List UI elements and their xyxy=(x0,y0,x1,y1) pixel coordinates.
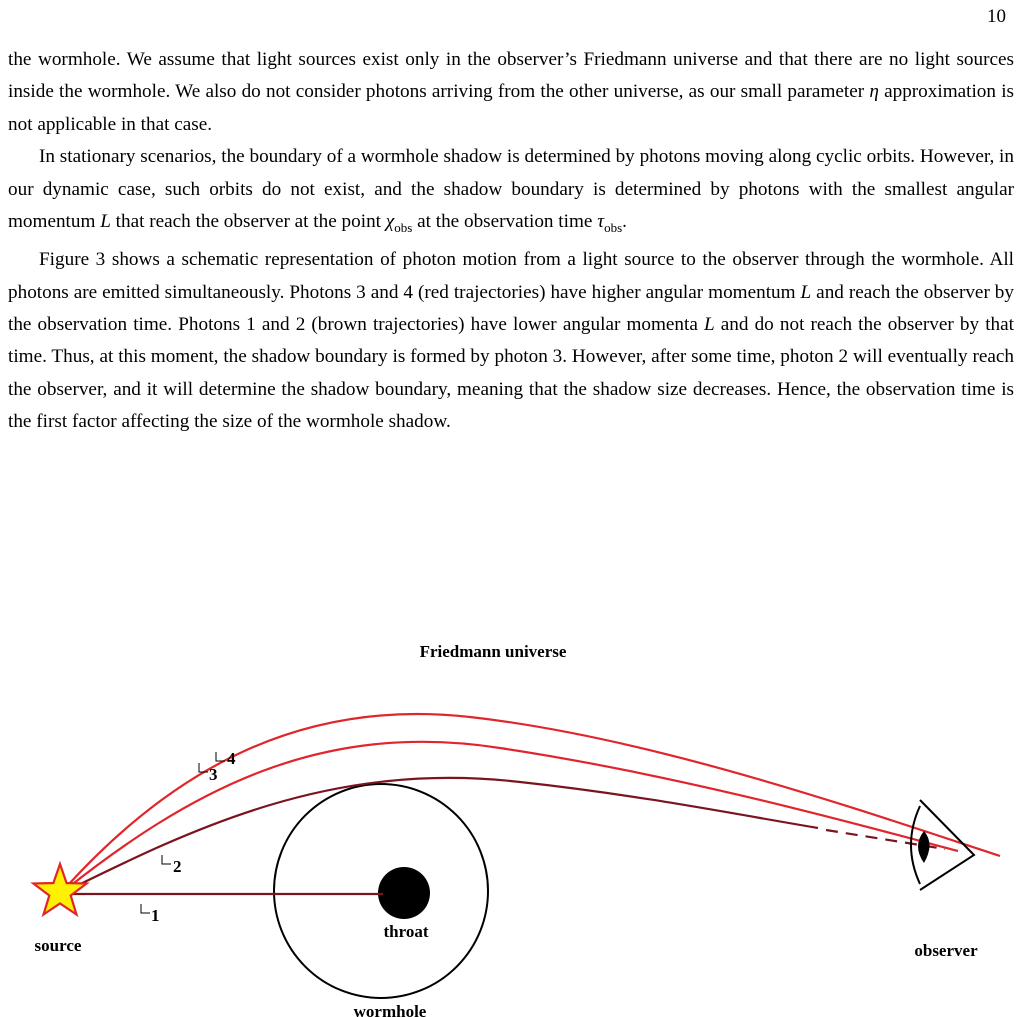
math-variable: L xyxy=(800,281,812,303)
page-number: 10 xyxy=(987,6,1006,27)
text-run: approximation is not applicable in that case. xyxy=(8,81,1014,135)
paragraph-3 xyxy=(8,244,1014,438)
math-variable: L xyxy=(100,211,111,233)
wormhole-diagram xyxy=(0,630,1022,1017)
math-subscript: obs xyxy=(394,219,413,235)
throat-label: throat xyxy=(383,922,429,941)
eye-icon xyxy=(911,800,974,890)
text-run: that reach the observer at the point xyxy=(110,211,386,233)
star-icon xyxy=(33,864,86,915)
throat-disk xyxy=(378,867,430,919)
observer-label: observer xyxy=(914,941,978,960)
text-run: at the observation time xyxy=(412,211,598,233)
text-run: In stationary scenarios, the boundary of a wormhole shadow is determined by photons moving along cyclic orbits. However, in our dynamic case, such orbits do not exist, and the shadow boundary is determined by photons with the smallest angular momentum xyxy=(8,146,1014,233)
paragraph-1 xyxy=(8,44,1014,141)
math-symbol xyxy=(704,314,715,335)
math-symbol xyxy=(597,211,623,235)
svg-text:2: 2 xyxy=(173,857,182,876)
text-run: and do not reach the observer by that time. Thus, at this moment, the shadow boundary is formed by photon 3. However, after some time, photon 2 will eventually reach the observer, and it will determine the shadow boundary, meaning that the shadow size decreases. Hence, the observation time is the first factor affecting the size of the wormhole shadow. xyxy=(8,314,1014,433)
svg-text:3: 3 xyxy=(209,765,218,784)
body-text xyxy=(8,44,1014,439)
math-symbol xyxy=(869,81,879,102)
math-symbol xyxy=(100,211,111,232)
math-variable: τ xyxy=(597,211,605,233)
text-run: the wormhole. We assume that light sources exist only in the observer’s Friedmann universe and that there are no light sources inside the wormhole. We also do not consider photons arriving from the other universe, as our small parameter xyxy=(8,49,1014,103)
figure-title: Friedmann universe xyxy=(419,642,567,661)
photon-label-1 xyxy=(141,904,160,925)
text-run: Figure 3 shows a schematic representation of photon motion from a light source to the observer through the wormhole. All photons are emitted simultaneously. Photons 3 and 4 (red trajectories) have higher angular momentum xyxy=(8,249,1014,303)
math-variable: χ xyxy=(385,211,395,233)
paragraph-2 xyxy=(8,141,1014,244)
photon-label-2 xyxy=(162,855,182,876)
math-variable: L xyxy=(703,314,715,336)
wormhole-label: wormhole xyxy=(353,1002,427,1017)
text-run: and reach the observer by the observation time. Photons 1 and 2 (brown trajectories) have lower angular momenta xyxy=(8,281,1014,336)
svg-text:4: 4 xyxy=(227,749,236,768)
photon-trajectory-4 xyxy=(60,714,1000,894)
svg-text:1: 1 xyxy=(151,906,160,925)
math-symbol xyxy=(801,282,812,303)
photon-label-4 xyxy=(216,749,236,768)
math-variable: η xyxy=(869,81,879,103)
photon-trajectory-2 xyxy=(60,778,818,894)
figure-3 xyxy=(0,630,1022,1017)
math-symbol xyxy=(385,211,413,235)
text-run: . xyxy=(622,211,627,233)
math-subscript: obs xyxy=(604,219,623,235)
photon-trajectory-3 xyxy=(60,742,958,894)
source-label: source xyxy=(34,936,82,955)
